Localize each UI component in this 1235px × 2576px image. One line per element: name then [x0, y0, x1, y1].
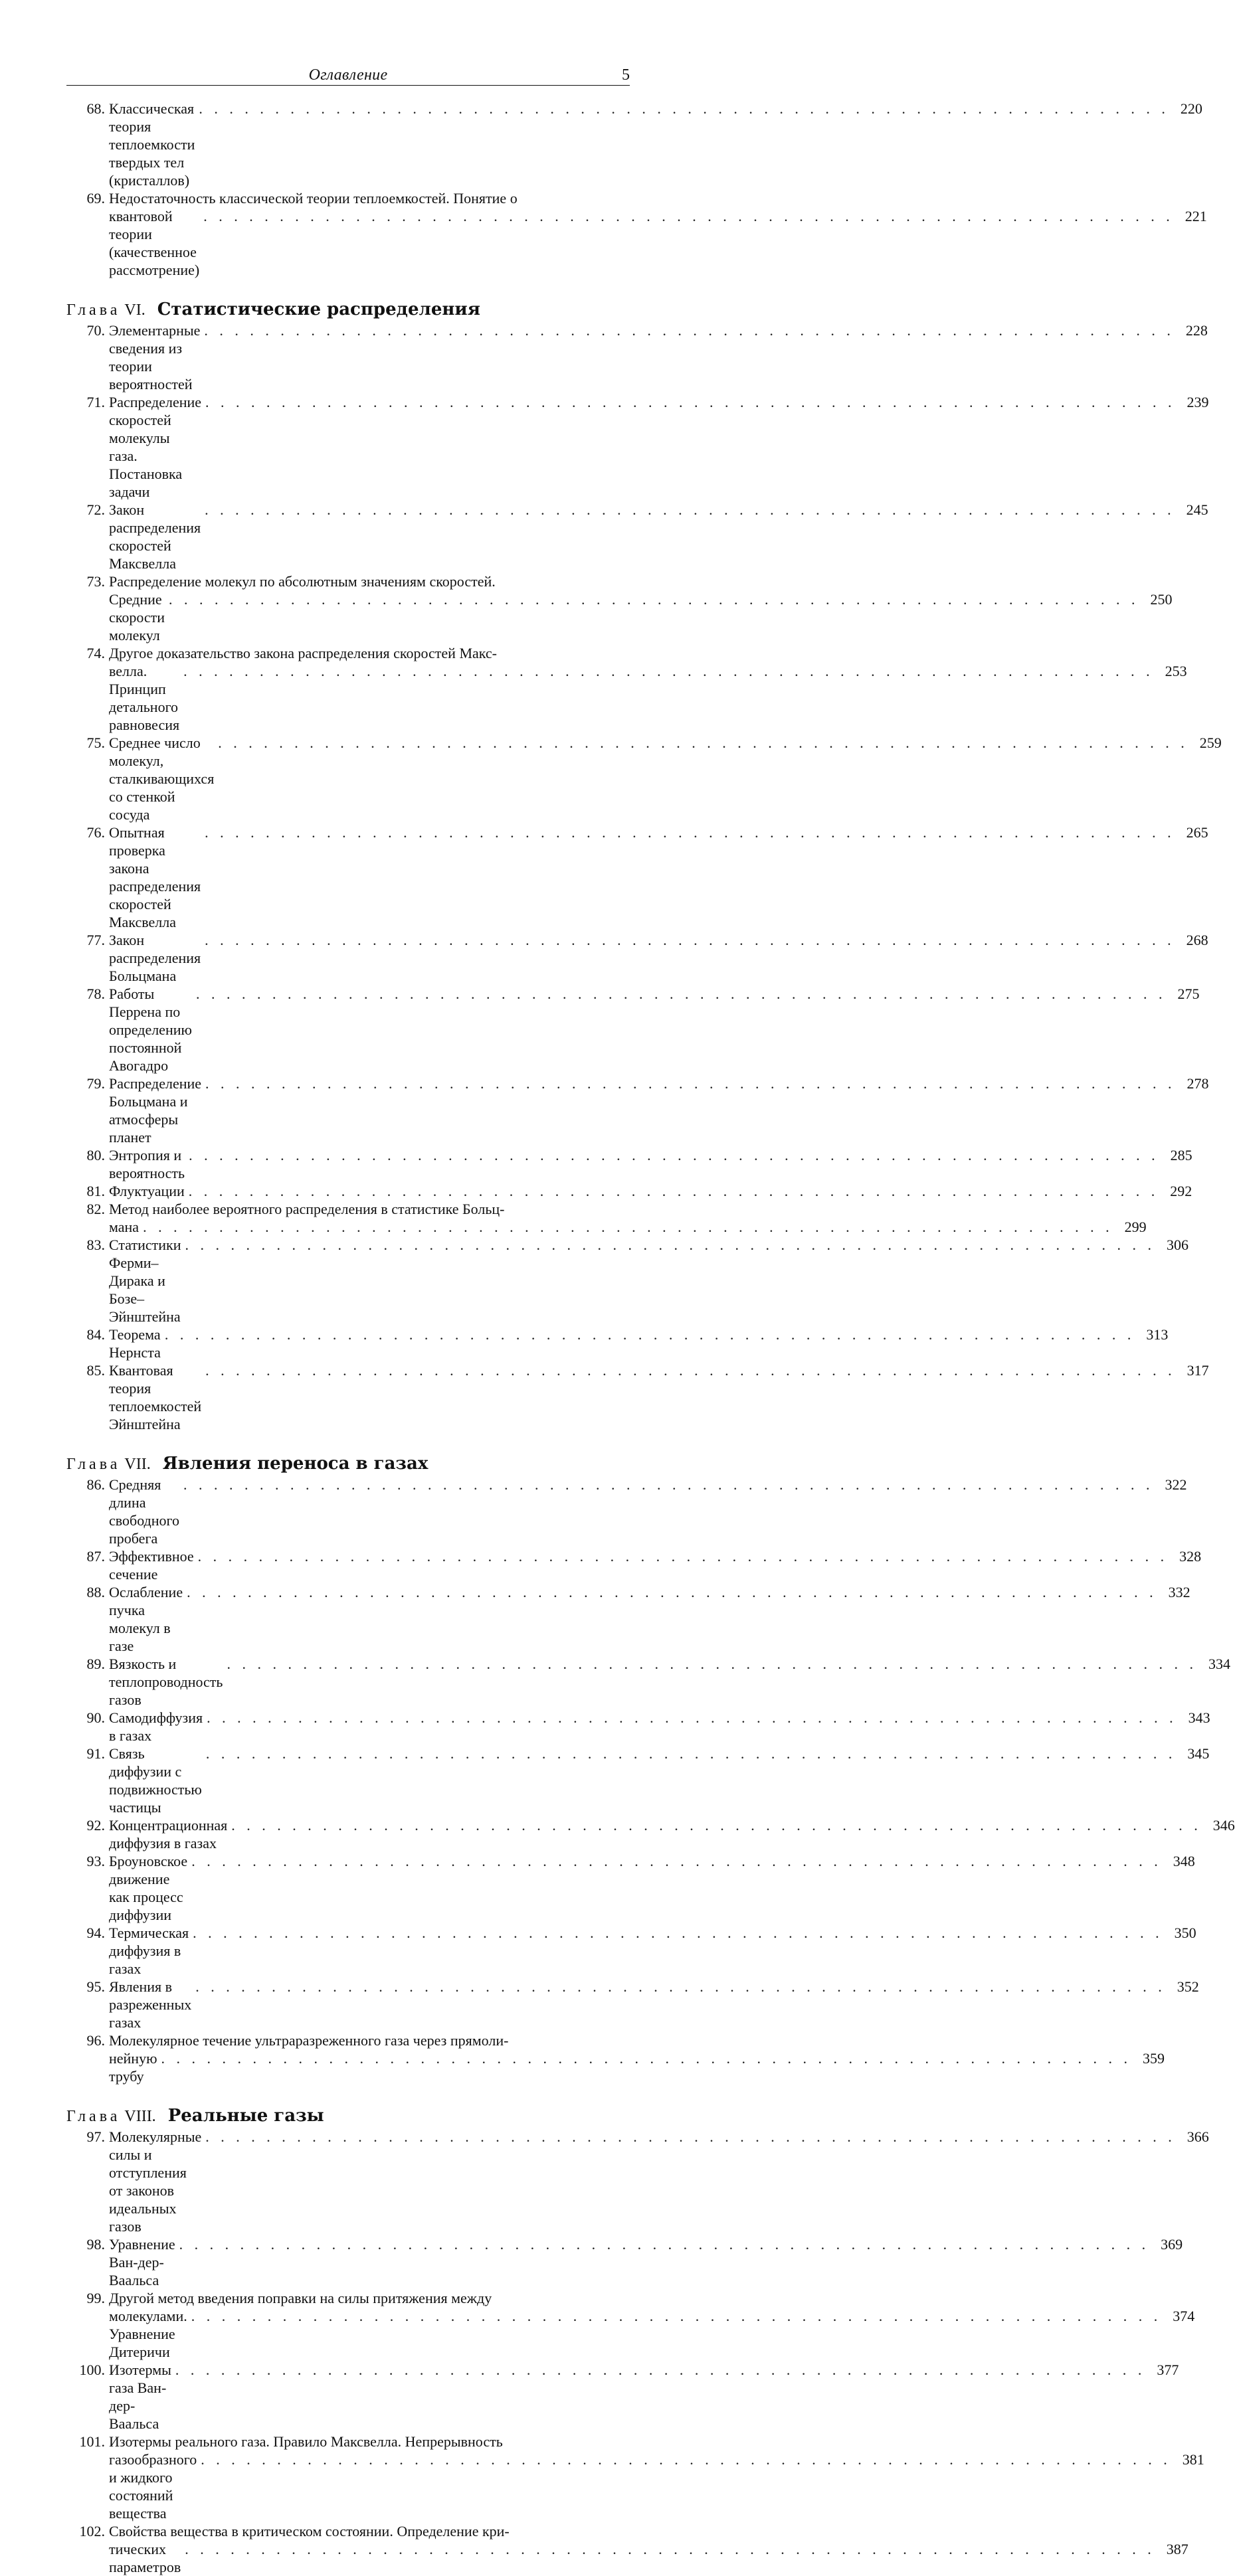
entry-last-line	[109, 2361, 1179, 2433]
toc-entry	[66, 2128, 1209, 2235]
entry-text: нейную трубу	[109, 2050, 157, 2085]
toc-entry	[66, 2235, 1183, 2289]
entry-body	[109, 393, 1209, 501]
toc-entry	[66, 1361, 1209, 1433]
dot-leader: . . . . . . . . . . . . . . . . . . . . . . . . . . . . . . . . . . . . . . . . . . . . . . . . . . . . . . . . . . . . . . . .	[143, 1219, 1113, 1235]
chapter-prefix: Глава	[66, 301, 121, 319]
entry-body	[109, 1146, 1192, 1182]
entry-number: 94.	[86, 1925, 105, 1941]
entry-text: Броуновское движение как процесс диффузии	[109, 1853, 188, 1923]
entry-body	[109, 1476, 1187, 1547]
entry-body	[109, 1709, 1210, 1745]
entry-last-line	[109, 1476, 1187, 1547]
dot-leader: . . . . . . . . . . . . . . . . . . . . . . . . . . . . . . . . . . . . . . . . . . . . . . . . . . . . . . . . . . . . . . . .	[205, 2128, 1176, 2145]
running-header	[66, 66, 630, 86]
toc-entry	[66, 572, 1173, 644]
entry-page: 239	[1187, 394, 1209, 410]
entry-last-line	[109, 662, 1187, 734]
entry-number: 85.	[86, 1362, 105, 1379]
entry-number: 81.	[86, 1183, 105, 1199]
entry-number: 90.	[86, 1709, 105, 1726]
entry-page: 220	[1180, 100, 1202, 117]
entry-last-line	[109, 1547, 1201, 1583]
entry-body	[109, 189, 1207, 279]
entry-page: 292	[1170, 1183, 1192, 1199]
entry-text: Изотермы газа Ван-дер-Ваальса	[109, 2361, 171, 2432]
entry-page: 285	[1170, 1147, 1192, 1163]
entry-body	[109, 2235, 1183, 2289]
dot-leader: . . . . . . . . . . . . . . . . . . . . . . . . . . . . . . . . . . . . . . . . . . . . . . . . . . . . . . . . . . . . . . . .	[205, 501, 1175, 518]
dot-leader: . . . . . . . . . . . . . . . . . . . . . . . . . . . . . . . . . . . . . . . . . . . . . . . . . . . . . . . . . . . . . . . .	[195, 986, 1167, 1002]
entry-last-line	[109, 1326, 1168, 1361]
toc-entry	[66, 734, 1222, 823]
entry-page: 374	[1173, 2308, 1195, 2324]
entry-text: Явления в разреженных газах	[109, 1978, 192, 2031]
entry-last-line	[109, 1361, 1209, 1433]
entry-last-line	[109, 1218, 1147, 1236]
entry-body	[109, 2289, 1194, 2361]
chapter-prefix: Глава	[66, 1456, 121, 1473]
entry-page: 253	[1165, 663, 1187, 679]
toc-entry	[66, 1074, 1209, 1146]
entry-text: Энтропия и вероятность	[109, 1147, 185, 1181]
entry-text: мана	[109, 1219, 140, 1235]
entry-number: 77.	[86, 932, 105, 948]
entry-page: 381	[1182, 2451, 1204, 2468]
entry-number: 96.	[86, 2032, 105, 2049]
entry-page: 348	[1173, 1853, 1195, 1869]
toc-entry	[66, 644, 1187, 734]
entry-page: 228	[1185, 322, 1208, 339]
entry-number: 82.	[86, 1201, 105, 1217]
entry-text: Теорема Нернста	[109, 1326, 161, 1361]
entry-text-line: Изотермы реального газа. Правило Максвелла. Непрерывность	[109, 2433, 503, 2450]
entry-page: 322	[1165, 1476, 1187, 1493]
toc-entry	[66, 931, 1208, 985]
entry-last-line	[109, 2049, 1165, 2085]
entry-last-line	[109, 207, 1207, 279]
dot-leader: . . . . . . . . . . . . . . . . . . . . . . . . . . . . . . . . . . . . . . . . . . . . . . . . . . . . . . . . . . . . . . . .	[193, 1925, 1163, 1941]
entry-body	[109, 1182, 1192, 1200]
toc-entry	[66, 1852, 1195, 1924]
page-number: 5	[622, 66, 630, 84]
entry-text-line: Недостаточность классической теории теплоемкостей. Понятие о	[109, 190, 518, 207]
entry-page: 352	[1177, 1978, 1199, 1995]
toc-entry	[66, 823, 1208, 931]
entry-number: 70.	[86, 322, 105, 339]
dot-leader: . . . . . . . . . . . . . . . . . . . . . . . . . . . . . . . . . . . . . . . . . . . . . . . . . . . . . . . . . . . . . . . .	[175, 2361, 1146, 2378]
entry-page: 299	[1124, 1219, 1147, 1235]
toc-entry	[66, 1745, 1210, 1816]
entry-page: 346	[1212, 1817, 1235, 1834]
entry-page: 313	[1146, 1326, 1169, 1343]
toc-entry	[66, 2289, 1195, 2361]
entry-page: 245	[1186, 501, 1208, 518]
chapter-heading	[66, 298, 630, 321]
toc-entry	[66, 1146, 1192, 1182]
entry-number: 87.	[86, 1548, 105, 1565]
entry-number: 89.	[86, 1656, 105, 1672]
entry-page: 317	[1187, 1362, 1209, 1379]
entry-body	[109, 1583, 1190, 1655]
entry-text: Самодиффузия в газах	[109, 1709, 203, 1744]
entry-text: Флуктуации	[109, 1183, 185, 1199]
table-of-contents	[66, 100, 1235, 2576]
entry-page: 250	[1150, 591, 1173, 608]
dot-leader: . . . . . . . . . . . . . . . . . . . . . . . . . . . . . . . . . . . . . . . . . . . . . . . . . . . . . . . . . . . . . . . .	[204, 322, 1175, 339]
entry-number: 83.	[86, 1237, 105, 1253]
entry-page: 377	[1157, 2361, 1179, 2378]
entry-text: Опытная проверка закона распределения скоростей Максвелла	[109, 824, 201, 930]
toc-entry	[66, 189, 1207, 279]
entry-text: Распределение скоростей молекулы газа. Постановка задачи	[109, 394, 202, 500]
entry-text: Статистики Ферми–Дирака и Бозе–Эйнштейна	[109, 1237, 181, 1325]
dot-leader: . . . . . . . . . . . . . . . . . . . . . . . . . . . . . . . . . . . . . . . . . . . . . . . . . . . . . . . . . . . . . . . .	[201, 2451, 1171, 2468]
entry-body	[109, 501, 1208, 572]
entry-body	[109, 572, 1173, 644]
toc-entry	[66, 1547, 1202, 1583]
entry-text: тических параметров	[109, 2541, 181, 2575]
chapter-title: Явления переноса в газах	[162, 1454, 428, 1474]
toc-entry	[66, 1236, 1188, 1326]
chapter-prefix: Глава	[66, 2108, 121, 2125]
dot-leader: . . . . . . . . . . . . . . . . . . . . . . . . . . . . . . . . . . . . . . . . . . . . . . . . . . . . . . . . . . . . . . . .	[199, 100, 1169, 117]
entry-body	[109, 931, 1208, 985]
entry-number: 69.	[86, 190, 105, 207]
entry-text-line: Молекулярное течение ультраразреженного газа через прямоли-	[109, 2032, 509, 2049]
entry-last-line	[109, 2128, 1209, 2235]
entry-text: Связь диффузии с подвижностью частицы	[109, 1745, 202, 1816]
entry-page: 332	[1168, 1584, 1190, 1600]
entry-text: Эффективное сечение	[109, 1548, 194, 1583]
entry-text: Среднее число молекул, сталкивающихся со стенкой сосуда	[109, 734, 215, 823]
entry-number: 73.	[86, 573, 105, 590]
toc-entry	[66, 1655, 1230, 1709]
entry-body	[109, 1655, 1230, 1709]
entry-body	[109, 2128, 1209, 2235]
entry-page: 265	[1186, 824, 1208, 841]
entry-text: Распределение Больцмана и атмосферы планет	[109, 1075, 202, 1146]
entry-text: Элементарные сведения из теории вероятностей	[109, 322, 201, 392]
entry-last-line	[109, 734, 1222, 823]
entry-body	[109, 1326, 1168, 1361]
entry-page: 350	[1174, 1925, 1196, 1941]
entry-last-line	[109, 100, 1202, 189]
entry-text: молекулами. Уравнение Дитеричи	[109, 2308, 187, 2360]
header-title: Оглавление	[308, 66, 388, 84]
toc-entry	[66, 1583, 1190, 1655]
entry-page: 328	[1179, 1548, 1202, 1565]
entry-text-line: Метод наиболее вероятного распределения в статистике Больц-	[109, 1201, 505, 1217]
entry-body	[109, 2433, 1204, 2522]
dot-leader: . . . . . . . . . . . . . . . . . . . . . . . . . . . . . . . . . . . . . . . . . . . . . . . . . . . . . . . . . . . . . . . .	[169, 591, 1139, 608]
entry-last-line	[109, 1745, 1209, 1816]
entry-page: 306	[1166, 1237, 1188, 1253]
dot-leader: . . . . . . . . . . . . . . . . . . . . . . . . . . . . . . . . . . . . . . . . . . . . . . . . . . . . . . . . . . . . . . . .	[188, 1183, 1159, 1199]
toc-entry	[66, 985, 1200, 1074]
dot-leader: . . . . . . . . . . . . . . . . . . . . . . . . . . . . . . . . . . . . . . . . . . . . . . . . . . . . . . . . . . . . . . . .	[195, 1978, 1166, 1995]
entry-last-line	[109, 1924, 1196, 1978]
entry-number: 72.	[86, 501, 105, 518]
entry-body	[109, 321, 1208, 393]
entry-last-line	[109, 2307, 1194, 2361]
entry-page: 268	[1186, 932, 1208, 948]
dot-leader: . . . . . . . . . . . . . . . . . . . . . . . . . . . . . . . . . . . . . . . . . . . . . . . . . . . . . . . . . . . . . . . .	[187, 1584, 1157, 1600]
entry-page: 369	[1161, 2236, 1183, 2253]
chapter-title: Реальные газы	[167, 2106, 324, 2126]
entry-page: 275	[1177, 986, 1200, 1002]
dot-leader: . . . . . . . . . . . . . . . . . . . . . . . . . . . . . . . . . . . . . . . . . . . . . . . . . . . . . . . . . . . . . . . .	[183, 663, 1154, 679]
entry-last-line	[109, 321, 1208, 393]
toc-entry	[66, 2361, 1179, 2433]
dot-leader: . . . . . . . . . . . . . . . . . . . . . . . . . . . . . . . . . . . . . . . . . . . . . . . . . . . . . . . . . . . . . . . .	[205, 1362, 1176, 1379]
toc-entry	[66, 2031, 1165, 2085]
dot-leader: . . . . . . . . . . . . . . . . . . . . . . . . . . . . . . . . . . . . . . . . . . . . . . . . . . . . . . . . . . . . . . . .	[205, 1075, 1176, 1092]
entry-text: Молекулярные силы и отступления от законов идеальных газов	[109, 2128, 202, 2235]
entry-text: квантовой теории (качественное рассмотрение)	[109, 208, 200, 278]
entry-page: 345	[1187, 1745, 1210, 1762]
toc-entry	[66, 1978, 1199, 2031]
entry-last-line	[109, 590, 1173, 644]
dot-leader: . . . . . . . . . . . . . . . . . . . . . . . . . . . . . . . . . . . . . . . . . . . . . . . . . . . . . . . . . . . . . . . .	[183, 1476, 1154, 1493]
entry-text: велла. Принцип детального равновесия	[109, 663, 180, 733]
entry-text: Закон распределения Больцмана	[109, 932, 201, 984]
entry-body	[109, 1200, 1147, 1236]
entry-body	[109, 823, 1208, 931]
entry-page: 359	[1143, 2050, 1165, 2067]
entry-text: Средние скорости молекул	[109, 591, 165, 644]
entry-last-line	[109, 1146, 1192, 1182]
dot-leader: . . . . . . . . . . . . . . . . . . . . . . . . . . . . . . . . . . . . . . . . . . . . . . . . . . . . . . . . . . . . . . . .	[227, 1656, 1197, 1672]
entry-number: 98.	[86, 2236, 105, 2253]
dot-leader: . . . . . . . . . . . . . . . . . . . . . . . . . . . . . . . . . . . . . . . . . . . . . . . . . . . . . . . . . . . . . . . .	[231, 1817, 1202, 1834]
toc-entry	[66, 321, 1208, 393]
entry-text: Уравнение Ван-дер-Ваальса	[109, 2236, 175, 2288]
entry-text: Квантовая теория теплоемкостей Эйнштейна	[109, 1362, 202, 1432]
entry-last-line	[109, 501, 1208, 572]
entry-last-line	[109, 985, 1199, 1074]
entry-last-line	[109, 1074, 1209, 1146]
entry-last-line	[109, 393, 1209, 501]
entry-number: 93.	[86, 1853, 105, 1869]
entry-number: 101.	[79, 2433, 105, 2450]
entry-text: Ослабление пучка молекул в газе	[109, 1584, 183, 1654]
dot-leader: . . . . . . . . . . . . . . . . . . . . . . . . . . . . . . . . . . . . . . . . . . . . . . . . . . . . . . . . . . . . . . . .	[203, 208, 1174, 224]
entry-body	[109, 1745, 1209, 1816]
entry-number: 78.	[86, 986, 105, 1002]
entry-body	[109, 1816, 1235, 1852]
chapter-number: VIII.	[124, 2108, 156, 2125]
dot-leader: . . . . . . . . . . . . . . . . . . . . . . . . . . . . . . . . . . . . . . . . . . . . . . . . . . . . . . . . . . . . . . . .	[161, 2050, 1132, 2067]
entry-last-line	[109, 1182, 1192, 1200]
entry-number: 86.	[86, 1476, 105, 1493]
toc-entry	[66, 2433, 1204, 2522]
dot-leader: . . . . . . . . . . . . . . . . . . . . . . . . . . . . . . . . . . . . . . . . . . . . . . . . . . . . . . . . . . . . . . . .	[189, 1147, 1159, 1163]
entry-last-line	[109, 931, 1208, 985]
entry-text: Классическая теория теплоемкости твердых тел (кристаллов)	[109, 100, 195, 189]
toc-entry	[66, 1816, 1235, 1852]
entry-body	[109, 1852, 1195, 1924]
entry-body	[109, 100, 1202, 189]
toc-entry	[66, 100, 1202, 189]
toc-entry	[66, 1709, 1210, 1745]
entry-text: Закон распределения скоростей Максвелла	[109, 501, 201, 572]
toc-entry	[66, 1924, 1196, 1978]
entry-page: 334	[1208, 1656, 1230, 1672]
dot-leader: . . . . . . . . . . . . . . . . . . . . . . . . . . . . . . . . . . . . . . . . . . . . . . . . . . . . . . . . . . . . . . . .	[205, 932, 1175, 948]
chapter-number: VII.	[124, 1456, 151, 1473]
entry-number: 100.	[79, 2361, 105, 2378]
entry-number: 75.	[86, 734, 105, 751]
toc-entry	[66, 1476, 1187, 1547]
entry-last-line	[109, 1655, 1230, 1709]
entry-number: 80.	[86, 1147, 105, 1163]
entry-body	[109, 2031, 1165, 2085]
entry-text: Средняя длина свободного пробега	[109, 1476, 180, 1547]
entry-last-line	[109, 1816, 1235, 1852]
entry-body	[109, 1236, 1188, 1326]
entry-page: 259	[1199, 734, 1222, 751]
entry-page: 221	[1185, 208, 1207, 224]
chapter-heading	[66, 2104, 630, 2128]
dot-leader: . . . . . . . . . . . . . . . . . . . . . . . . . . . . . . . . . . . . . . . . . . . . . . . . . . . . . . . . . . . . . . . .	[205, 394, 1176, 410]
dot-leader: . . . . . . . . . . . . . . . . . . . . . . . . . . . . . . . . . . . . . . . . . . . . . . . . . . . . . . . . . . . . . . . .	[164, 1326, 1135, 1343]
entry-text: газообразного и жидкого состояний вещества	[109, 2451, 197, 2522]
entry-number: 99.	[86, 2290, 105, 2306]
entry-page: 387	[1166, 2541, 1188, 2557]
dot-leader: . . . . . . . . . . . . . . . . . . . . . . . . . . . . . . . . . . . . . . . . . . . . . . . . . . . . . . . . . . . . . . . .	[207, 1709, 1177, 1726]
entry-number: 68.	[86, 100, 105, 117]
toc-entry	[66, 1200, 1147, 1236]
entry-body	[109, 1547, 1201, 1583]
entry-text: Вязкость и теплопроводность газов	[109, 1656, 223, 1708]
entry-body	[109, 734, 1222, 823]
dot-leader: . . . . . . . . . . . . . . . . . . . . . . . . . . . . . . . . . . . . . . . . . . . . . . . . . . . . . . . . . . . . . . . .	[197, 1548, 1169, 1565]
dot-leader: . . . . . . . . . . . . . . . . . . . . . . . . . . . . . . . . . . . . . . . . . . . . . . . . . . . . . . . . . . . . . . . .	[191, 1853, 1162, 1869]
toc-entry	[66, 501, 1208, 572]
entry-number: 76.	[86, 824, 105, 841]
entry-last-line	[109, 1236, 1188, 1326]
entry-number: 88.	[86, 1584, 105, 1600]
chapter-heading	[66, 1452, 630, 1476]
entry-last-line	[109, 1709, 1210, 1745]
entry-text: Работы Перрена по определению постоянной Авогадро	[109, 986, 192, 1074]
entry-number: 95.	[86, 1978, 105, 1995]
entry-page: 343	[1188, 1709, 1210, 1726]
entry-number: 97.	[86, 2128, 105, 2145]
entry-text-line: Другое доказательство закона распределения скоростей Макс-	[109, 645, 497, 661]
entry-text-line: Свойства вещества в критическом состоянии. Определение кри-	[109, 2523, 510, 2539]
entry-number: 79.	[86, 1075, 105, 1092]
entry-last-line	[109, 1852, 1195, 1924]
entry-page: 278	[1187, 1075, 1209, 1092]
entry-page: 366	[1187, 2128, 1209, 2145]
entry-text-line: Распределение молекул по абсолютным значениям скоростей.	[109, 573, 496, 590]
entry-number: 92.	[86, 1817, 105, 1834]
entry-body	[109, 1924, 1196, 1978]
dot-leader: . . . . . . . . . . . . . . . . . . . . . . . . . . . . . . . . . . . . . . . . . . . . . . . . . . . . . . . . . . . . . . . .	[218, 734, 1188, 751]
chapter-number: VI.	[124, 301, 145, 319]
entry-body	[109, 644, 1187, 734]
entry-last-line	[109, 1978, 1199, 2031]
dot-leader: . . . . . . . . . . . . . . . . . . . . . . . . . . . . . . . . . . . . . . . . . . . . . . . . . . . . . . . . . . . . . . . .	[179, 2236, 1150, 2253]
entry-text-line: Другой метод введения поправки на силы притяжения между	[109, 2290, 492, 2306]
entry-number: 91.	[86, 1745, 105, 1762]
entry-number: 71.	[86, 394, 105, 410]
toc-entry	[66, 1182, 1192, 1200]
toc-entry	[66, 1326, 1169, 1361]
chapter-title: Статистические распределения	[157, 300, 480, 319]
entry-body	[109, 2361, 1179, 2433]
entry-body	[109, 1978, 1199, 2031]
dot-leader: . . . . . . . . . . . . . . . . . . . . . . . . . . . . . . . . . . . . . . . . . . . . . . . . . . . . . . . . . . . . . . . .	[205, 824, 1175, 841]
entry-body	[109, 1074, 1209, 1146]
entry-body	[109, 2522, 1188, 2576]
entry-number: 102.	[79, 2523, 105, 2539]
entry-last-line	[109, 2450, 1204, 2522]
entry-body	[109, 1361, 1209, 1433]
entry-last-line	[109, 2540, 1188, 2576]
entry-last-line	[109, 2235, 1183, 2289]
dot-leader: . . . . . . . . . . . . . . . . . . . . . . . . . . . . . . . . . . . . . . . . . . . . . . . . . . . . . . . . . . . . . . . .	[191, 2308, 1162, 2324]
entry-last-line	[109, 823, 1208, 931]
toc-entry	[66, 2522, 1188, 2576]
dot-leader: . . . . . . . . . . . . . . . . . . . . . . . . . . . . . . . . . . . . . . . . . . . . . . . . . . . . . . . . . . . . . . . .	[185, 2541, 1155, 2557]
dot-leader: . . . . . . . . . . . . . . . . . . . . . . . . . . . . . . . . . . . . . . . . . . . . . . . . . . . . . . . . . . . . . . . .	[205, 1745, 1177, 1762]
entry-number: 84.	[86, 1326, 105, 1343]
entry-body	[109, 985, 1199, 1074]
entry-text: Термическая диффузия в газах	[109, 1925, 189, 1977]
entry-last-line	[109, 1583, 1190, 1655]
dot-leader: . . . . . . . . . . . . . . . . . . . . . . . . . . . . . . . . . . . . . . . . . . . . . . . . . . . . . . . . . . . . . . . .	[185, 1237, 1155, 1253]
toc-entry	[66, 393, 1209, 501]
entry-text: Концентрационная диффузия в газах	[109, 1817, 228, 1851]
entry-number: 74.	[86, 645, 105, 661]
